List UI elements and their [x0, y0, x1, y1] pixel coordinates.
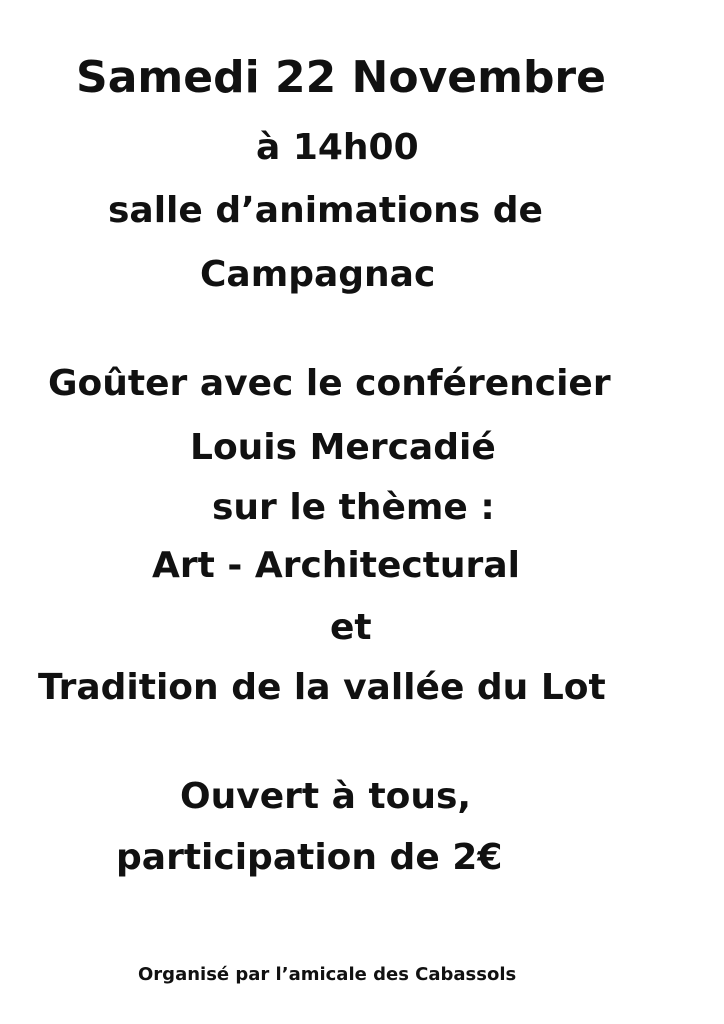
open-to-all: Ouvert à tous, [180, 776, 472, 817]
theme-line-1: Art - Architectural [152, 545, 520, 586]
activity-text: Goûter avec le conférencier [48, 363, 611, 404]
theme-intro: sur le thème : [212, 487, 495, 528]
event-date: Samedi 22 Novembre [76, 52, 606, 103]
venue-line-1: salle d’animations de [108, 190, 543, 231]
theme-conjunction: et [330, 607, 372, 648]
organizer-credit: Organisé par l’amicale des Cabassols [138, 964, 517, 985]
venue-line-2: Campagnac [200, 254, 436, 295]
event-time: à 14h00 [256, 127, 419, 168]
theme-line-2: Tradition de la vallée du Lot [38, 667, 606, 708]
speaker-name: Louis Mercadié [190, 427, 496, 468]
participation-price: participation de 2€ [116, 837, 503, 878]
